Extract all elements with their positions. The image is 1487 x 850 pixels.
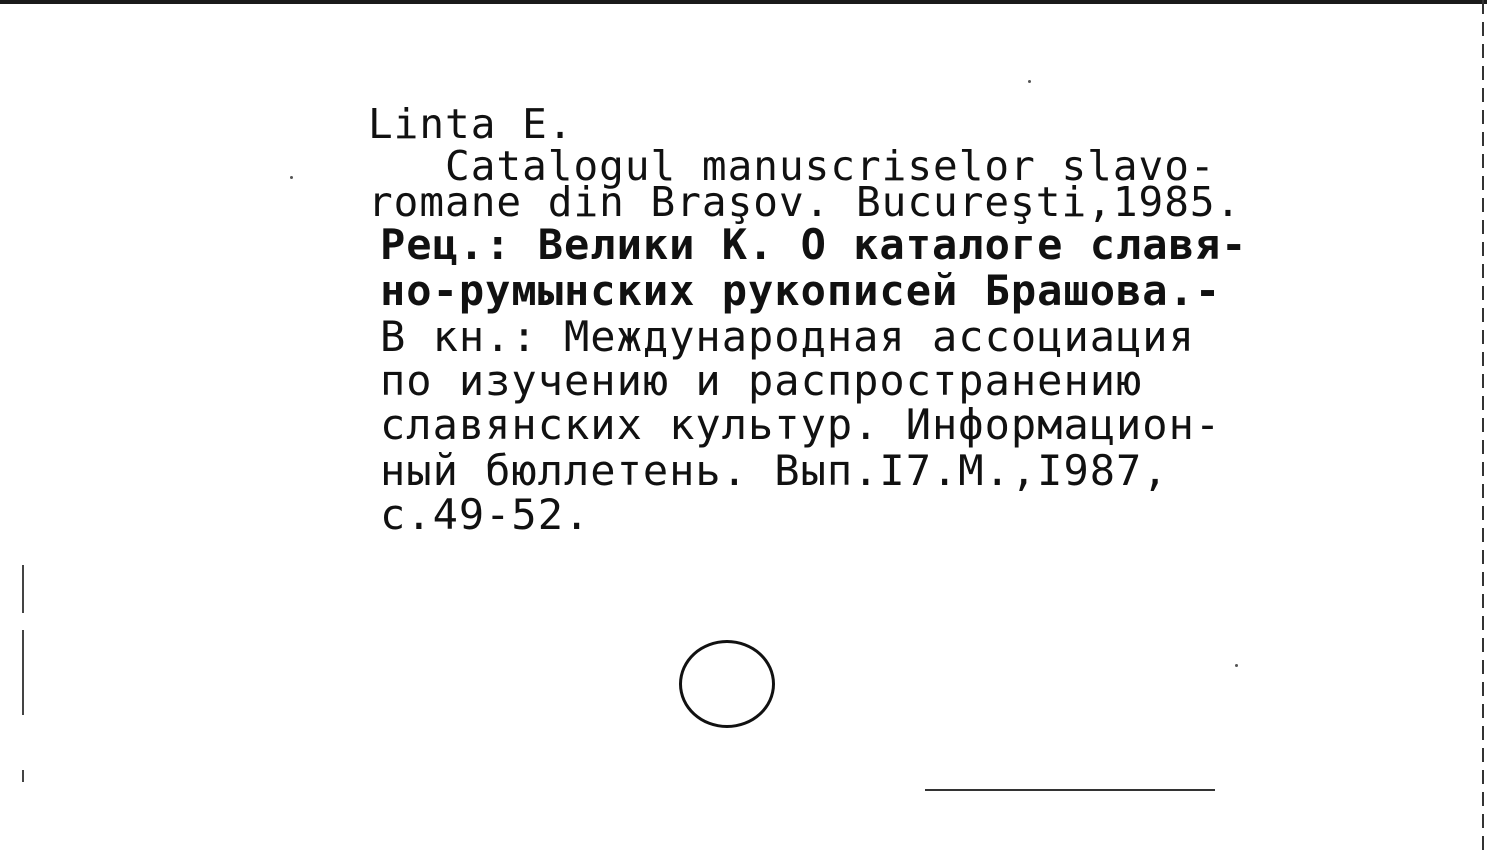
left-margin-mark (22, 770, 24, 782)
entry-pages: с.49-52. (380, 490, 591, 539)
entry-source-line: ный бюллетень. Вып.I7.М.,I987, (380, 446, 1169, 495)
left-margin-mark (22, 630, 24, 715)
entry-author: Linta E. (368, 100, 574, 148)
left-margin-mark (22, 565, 24, 613)
bottom-rule (925, 789, 1215, 791)
speck (1235, 664, 1238, 667)
card-top-edge (0, 0, 1487, 4)
entry-review-line: Рец.: Велики К. О каталоге славя- (380, 220, 1248, 269)
entry-title-line: Catalogul manuscriselor slavo- (368, 142, 1216, 190)
entry-source-line: В кн.: Международная ассоциация (380, 312, 1195, 361)
entry-source-line: славянских культур. Информацион- (380, 400, 1222, 449)
entry-review-line: но-румынских рукописей Брашова.- (380, 266, 1222, 315)
speck (1028, 80, 1031, 83)
entry-source-line: по изучению и распространению (380, 356, 1143, 405)
entry-title-line: romane din Braşov. Bucureşti,1985. (368, 178, 1242, 226)
card-right-edge (1482, 0, 1484, 850)
punch-hole (679, 640, 775, 728)
speck (290, 176, 293, 179)
